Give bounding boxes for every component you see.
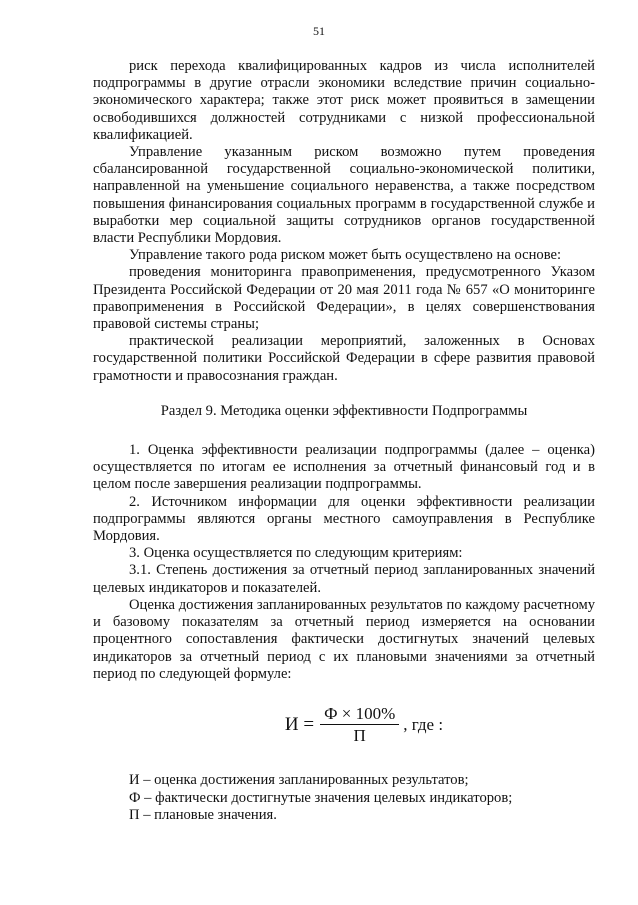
legend-item: Ф – фактически достигнутые значения целевых индикаторов; xyxy=(129,789,513,806)
formula-denominator: П xyxy=(353,726,366,746)
paragraph: 2. Источником информации для оценки эффективности реализации подпрограммы являются органы местного самоуправления в Республике Мордовия. xyxy=(93,493,595,545)
paragraph: риск перехода квалифицированных кадров из числа исполнителей подпрограммы в другие отрасли экономики вследствие причин социально-экономического характера; также этот риск может проявиться в замещении освободившихся должностей сотрудниками с низкой профессиональной квалификацией. xyxy=(93,58,595,143)
paragraph: 1. Оценка эффективности реализации подпрограммы (далее – оценка) осуществляется по итогам ее исполнения за отчетный финансовый год и в целом после завершения реализации подпрограммы. xyxy=(93,442,595,493)
paragraph: проведения мониторинга правоприменения, предусмотренного Указом Президента Российской Федерации от 20 мая 2011 года № 657 «О мониторинге правоприменения в Российской Федерации», в целях совершенствования правовой системы страны; xyxy=(93,264,595,333)
paragraph: Управление такого рода риском может быть осуществлено на основе: xyxy=(129,247,562,264)
formula-tail: , где : xyxy=(403,715,444,734)
formula-lhs: И = xyxy=(284,714,315,735)
paragraph: практической реализации мероприятий, заложенных в Основах государственной политики Российской Федерации в сфере развития правовой грамотности и правосознания граждан. xyxy=(93,333,595,384)
page-number: 51 xyxy=(313,24,325,38)
paragraph: 3.1. Степень достижения за отчетный период запланированных значений целевых индикаторов и показателей. xyxy=(93,562,595,596)
formula xyxy=(93,705,595,744)
paragraph: 3. Оценка осуществляется по следующим критериям: xyxy=(129,545,463,562)
paragraph: Оценка достижения запланированных результатов по каждому расчетному и базовому показателям за отчетный период измеряется на основании процентного сопоставления фактически достигнутых значений целевых индикаторов за отчетный период с их плановыми значениями за отчетный период по следующей формуле: xyxy=(93,596,595,682)
legend-item: П – плановые значения. xyxy=(129,806,277,823)
legend-item: И – оценка достижения запланированных результатов; xyxy=(129,772,469,789)
formula-legend xyxy=(93,772,595,824)
paragraph: Управление указанным риском возможно путем проведения сбалансированной государственной социально-экономической политики, направленной на уменьшение социального неравенства, а также посредством повышения финансирования социальных программ в государственной службе и выработки мер социальной защиты сотрудников органов государственной власти Республики Мордовия. xyxy=(93,144,595,247)
page-content xyxy=(93,58,595,824)
formula-numerator: Ф × 100% xyxy=(320,705,399,725)
formula-fraction xyxy=(320,705,399,744)
section-heading: Раздел 9. Методика оценки эффективности Подпрограммы xyxy=(160,402,528,419)
